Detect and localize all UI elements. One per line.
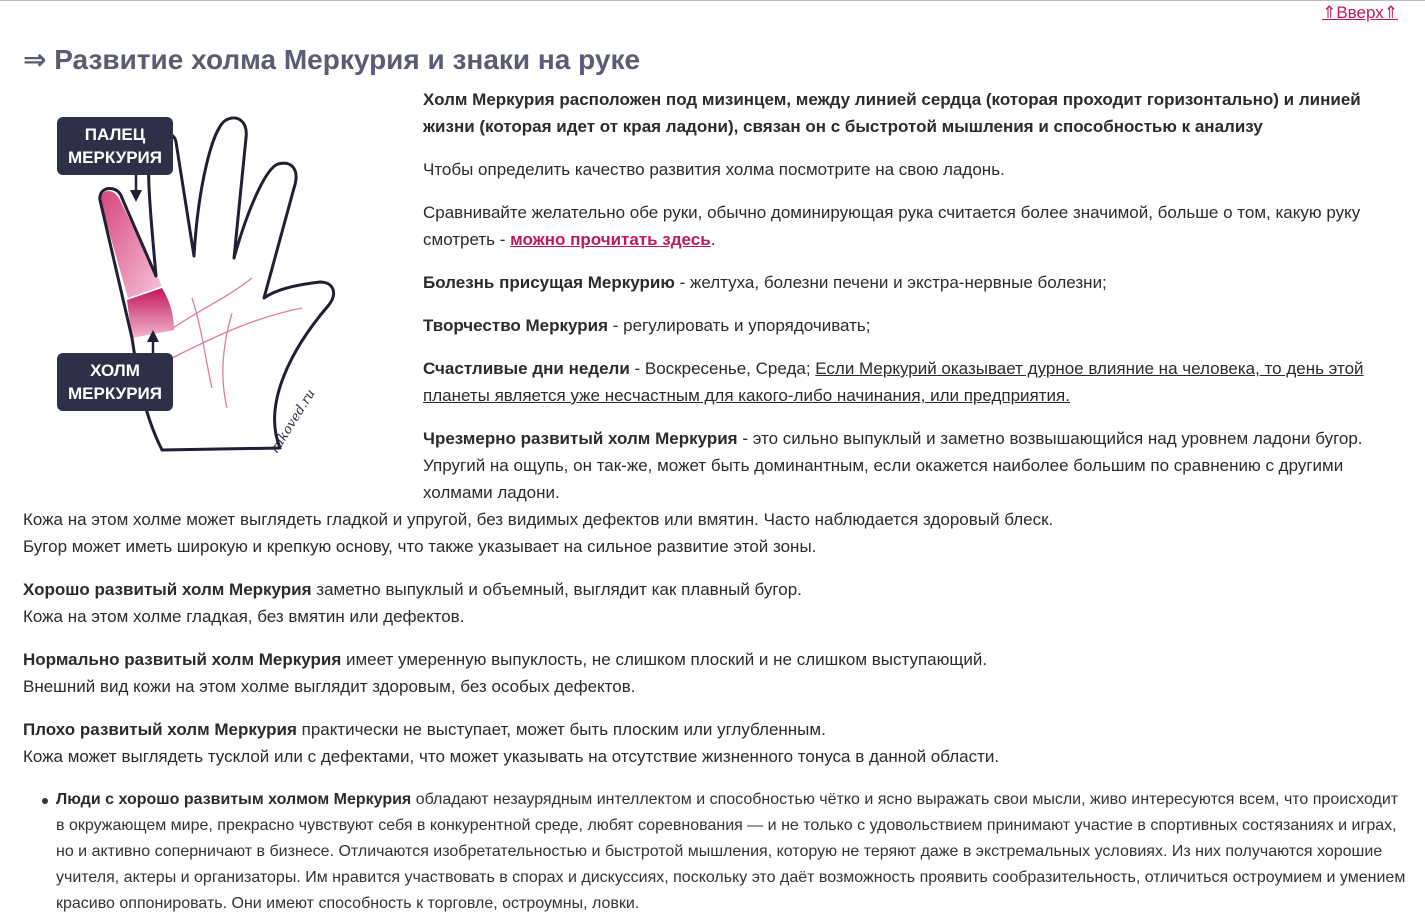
days-paragraph: [423, 355, 1408, 409]
trait-label: Люди с хорошо развитым холмом Меркурия: [56, 791, 412, 808]
level-normal-text: имеет умеренную выпуклость, не слишком плоский и не слишком выступающий.: [341, 650, 988, 669]
continuation-block: [23, 506, 1408, 786]
label-mount-line2: МЕРКУРИЯ: [68, 384, 162, 403]
continuation-line1: Кожа на этом холме может выглядеть гладкой и упругой, без видимых дефектов или вмятин. Часто наблюдается здоровый блеск.: [23, 510, 1054, 529]
intro-column: [423, 86, 1408, 506]
excessive-paragraph: [423, 425, 1408, 506]
hand-diagram: [52, 108, 352, 463]
level-normal-paragraph: [23, 646, 1408, 700]
excessive-text: - это сильно выпуклый и заметно возвышающийся над уровнем ладони бугор. Упругий на ощупь, он так-же, может быть доминантным, если окажется наиболее большим по сравнению с другими холмами ладони.: [423, 429, 1363, 502]
compare-text: Сравнивайте желательно обе руки, обычно доминирующая рука считается более значимой, больше о том, какую руку смотреть -: [423, 203, 1361, 249]
days-text: - Воскресенье, Среда;: [629, 359, 816, 378]
creativity-text: - регулировать и упорядочивать;: [608, 316, 871, 335]
level-good-line2: Кожа на этом холме гладкая, без вмятин или дефектов.: [23, 607, 465, 626]
label-mount-mercury: [57, 353, 173, 411]
trait-text: обладают незаурядным интеллектом и способностью чётко и ясно выражать свои мысли, живо интересуются всем, что происходит в окружающем мире, прекрасно чувствуют себя в конкурентной среде, любят соревнования — и не только с удовольствием принимают участие в спортивных состязаниях и играх, но и активно соперничают в бизнесе. Отличаются изобретательностью и быстротой мышления, которую не теряют даже в экстремальных условиях. Из них получаются хорошие учителя, актеры и организаторы. Им нравится участвовать в спорах и дискуссиях, поскольку это даёт возможность проявить сообразительность, отличиться остроумием и умением красиво оппонировать. Они имеют способность к торговле, остроумны, ловки.: [56, 791, 1406, 912]
traits-list: [23, 787, 1408, 917]
level-normal-label: Нормально развитый холм Меркурия: [23, 650, 342, 669]
label-finger-line2: МЕРКУРИЯ: [68, 148, 162, 167]
level-poor-label: Плохо развитый холм Меркурия: [23, 720, 297, 739]
read-here-link[interactable]: можно прочитать здесь: [510, 230, 711, 249]
disease-text: - желтуха, болезни печени и экстра-нервные болезни;: [674, 273, 1107, 292]
disease-paragraph: [423, 269, 1408, 296]
life-line: [223, 313, 232, 408]
label-finger-mercury: [57, 117, 173, 175]
watermark: rukoved.ru: [267, 386, 319, 457]
continuation-line2: Бугор может иметь широкую и крепкую основу, что также указывает на сильное развитие этой зоны.: [23, 537, 817, 556]
level-good-paragraph: [23, 576, 1408, 630]
heart-line: [170, 278, 252, 330]
up-arrow-icon: ⇑: [1383, 3, 1398, 22]
level-good-label: Хорошо развитый холм Меркурия: [23, 580, 312, 599]
level-good-text: заметно выпуклый и объемный, выглядит как плавный бугор.: [311, 580, 802, 599]
compare-paragraph: [423, 199, 1408, 253]
level-normal-line2: Внешний вид кожи на этом холме выглядит здоровым, без особых дефектов.: [23, 677, 636, 696]
label-finger-line1: ПАЛЕЦ: [84, 125, 146, 144]
creativity-paragraph: [423, 312, 1408, 339]
intro-paragraph: [423, 86, 1408, 140]
top-divider: [0, 0, 1425, 1]
disease-label: Болезнь присущая Меркурию: [423, 273, 675, 292]
days-underlined: Если Меркурий оказывает дурное влияние на человека, то день этой планеты является уже несчастным для какого-либо начинания, или предприятия.: [423, 359, 1364, 405]
level-poor-text: практически не выступает, может быть плоским или углубленным.: [296, 720, 826, 739]
back-to-top-label: Вверх: [1336, 3, 1384, 22]
excessive-label: Чрезмерно развитый холм Меркурия: [423, 429, 738, 448]
compare-end: .: [710, 230, 716, 249]
continuation-paragraph: [23, 506, 1408, 560]
back-to-top-link[interactable]: [1322, 2, 1398, 24]
check-paragraph: Чтобы определить качество развития холма посмотрите на свою ладонь.: [423, 160, 1005, 179]
label-mount-line1: ХОЛМ: [90, 361, 140, 380]
days-label: Счастливые дни недели: [423, 359, 630, 378]
level-poor-paragraph: [23, 716, 1408, 770]
list-item: [56, 787, 1408, 917]
level-poor-line2: Кожа может выглядеть тусклой или с дефектами, что может указывать на отсутствие жизненного тонуса в данной области.: [23, 747, 1000, 766]
up-arrow-icon: ⇑: [1322, 3, 1337, 22]
intro-bold: Холм Меркурия расположен под мизинцем, между линией сердца (которая проходит горизонтально) и линией жизни (которая идет от края ладони), связан он с быстротой мышления и способностью к анализу: [423, 90, 1361, 136]
creativity-label: Творчество Меркурия: [423, 316, 609, 335]
section-title: ⇒ Развитие холма Меркурия и знаки на руке: [23, 44, 641, 75]
